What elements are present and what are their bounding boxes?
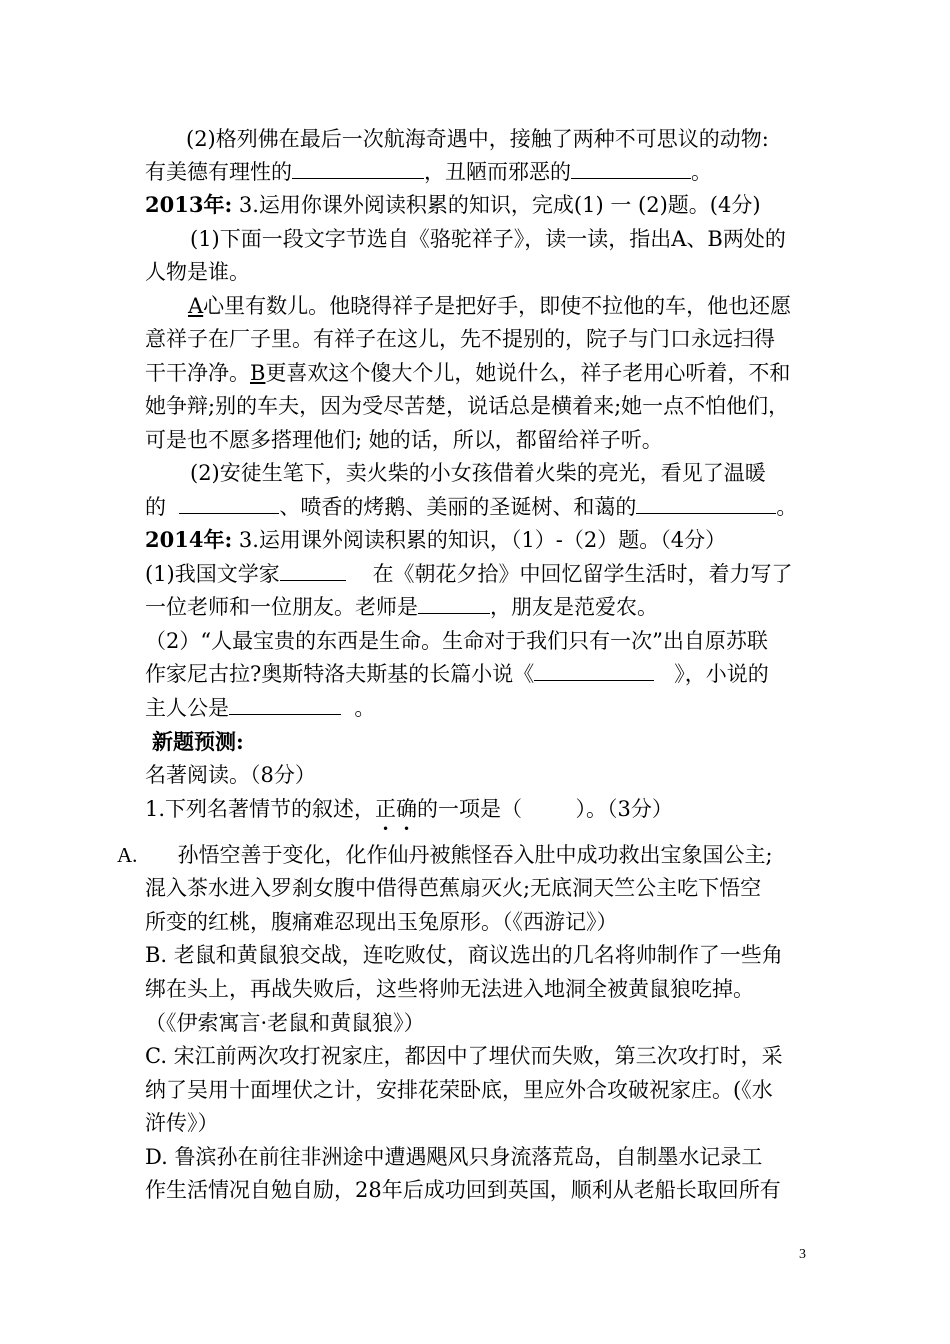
page-number: 3 [799, 1247, 806, 1262]
text-line: 可是也不愿多搭理他们; 她的话，所以，都留给祥子听。 [145, 428, 663, 452]
text-line: (1)我国文学家 在《朝花夕拾》中回忆留学生活时，着力写了 [145, 562, 793, 586]
answer-blank [534, 662, 654, 681]
option-a-label: A. [117, 843, 138, 867]
text-line: (1)下面一段文字节选自《骆驼祥子》，读一读，指出A、B两处的 [190, 227, 786, 251]
answer-blank [571, 160, 691, 179]
text-line: A心里有数儿。他晓得祥子是把好手，即使不拉他的车，他也还愿 [188, 294, 792, 318]
text-line: 有美德有理性的 ，丑陋而邪恶的 。 [145, 160, 712, 184]
answer-blank [179, 495, 279, 514]
text-line: 纳了吴用十面埋伏之计，安排花荣卧底，里应外合攻破祝家庄。(《水 [145, 1078, 773, 1102]
year-label: 2013年: [145, 192, 233, 217]
text-line: 意祥子在厂子里。有祥子在这儿，先不提别的，院子与门口永远扫得 [145, 327, 775, 351]
text-line: 的 、喷香的烤鹅、美丽的圣诞树、和蔼的 。 [145, 495, 798, 519]
option-d-line: D. 鲁滨孙在前往非洲途中遭遇飓风只身流落荒岛，自制墨水记录工 [145, 1145, 763, 1169]
text-line: 她争辩;别的车夫，因为受尽苦楚，说话总是横着来;她一点不怕他们， [145, 394, 790, 418]
text-line: （2）“人最宝贵的东西是生命。生命对于我们只有一次”出自原苏联 [145, 629, 768, 653]
text-line: 所变的红桃，腹痛难忍现出玉兔原形。（《西游记》） [145, 910, 618, 934]
answer-blank [292, 160, 424, 179]
text-line: 一位老师和一位朋友。老师是 ，朋友是范爱农。 [145, 595, 658, 619]
answer-blank [636, 495, 776, 514]
section-heading: 新题预测: [152, 729, 244, 754]
option-a-line: A. 孙悟空善于变化，化作仙丹被熊怪吞入肚中成功救出宝象国公主; [117, 843, 773, 867]
text-line: 作家尼古拉?奥斯特洛夫斯基的长篇小说《 》，小说的 [145, 662, 769, 686]
text-line: 名著阅读。（8分） [145, 763, 316, 787]
text-line: 浒传》） [145, 1111, 219, 1135]
text-line: 人物是谁。 [145, 260, 250, 284]
text-line: (2)安徒生笔下，卖火柴的小女孩借着火柴的亮光，看见了温暖 [190, 461, 766, 485]
answer-blank [280, 562, 346, 581]
year-label: 2014年: [145, 527, 233, 552]
text-line: 绑在头上，再战失败后，这些将帅无法进入地洞全被黄鼠狼吃掉。 [145, 977, 754, 1001]
text-line: 作生活情况自勉自励，28年后成功回到英国，顺利从老船长取回所有 [145, 1178, 781, 1202]
answer-blank [418, 595, 490, 614]
text-line: (2)格列佛在最后一次航海奇遇中，接触了两种不可思议的动物: [186, 127, 769, 151]
text-line: 主人公是 。 [145, 696, 376, 720]
option-b-line: B. 老鼠和黄鼠狼交战，连吃败仗，商议选出的几名将帅制作了一些角 [145, 943, 783, 967]
text-line: 2014年: 3.运用课外阅读积累的知识，（1）-（2）题。（4分） [145, 527, 727, 552]
option-c-line: C. 宋江前两次攻打祝家庄，都因中了埋伏而失败，第三次攻打时，采 [145, 1044, 783, 1068]
text-line: 干干净净。B更喜欢这个傻大个儿，她说什么，祥子老用心听着，不和 [145, 361, 791, 385]
answer-blank [229, 696, 341, 715]
text-line: （《伊索寓言·老鼠和黄鼠狼》） [145, 1011, 425, 1035]
text-line: 2013年: 3.运用你课外阅读积累的知识，完成(1) 一 (2)题。(4分) [145, 192, 761, 217]
text-line: 混入茶水进入罗刹女腹中借得芭蕉扇灭火;无底洞天竺公主吃下悟空 [145, 876, 762, 900]
question-stem: 1.下列名著情节的叙述，正确的一项是（ ）。（3分） [145, 797, 673, 821]
